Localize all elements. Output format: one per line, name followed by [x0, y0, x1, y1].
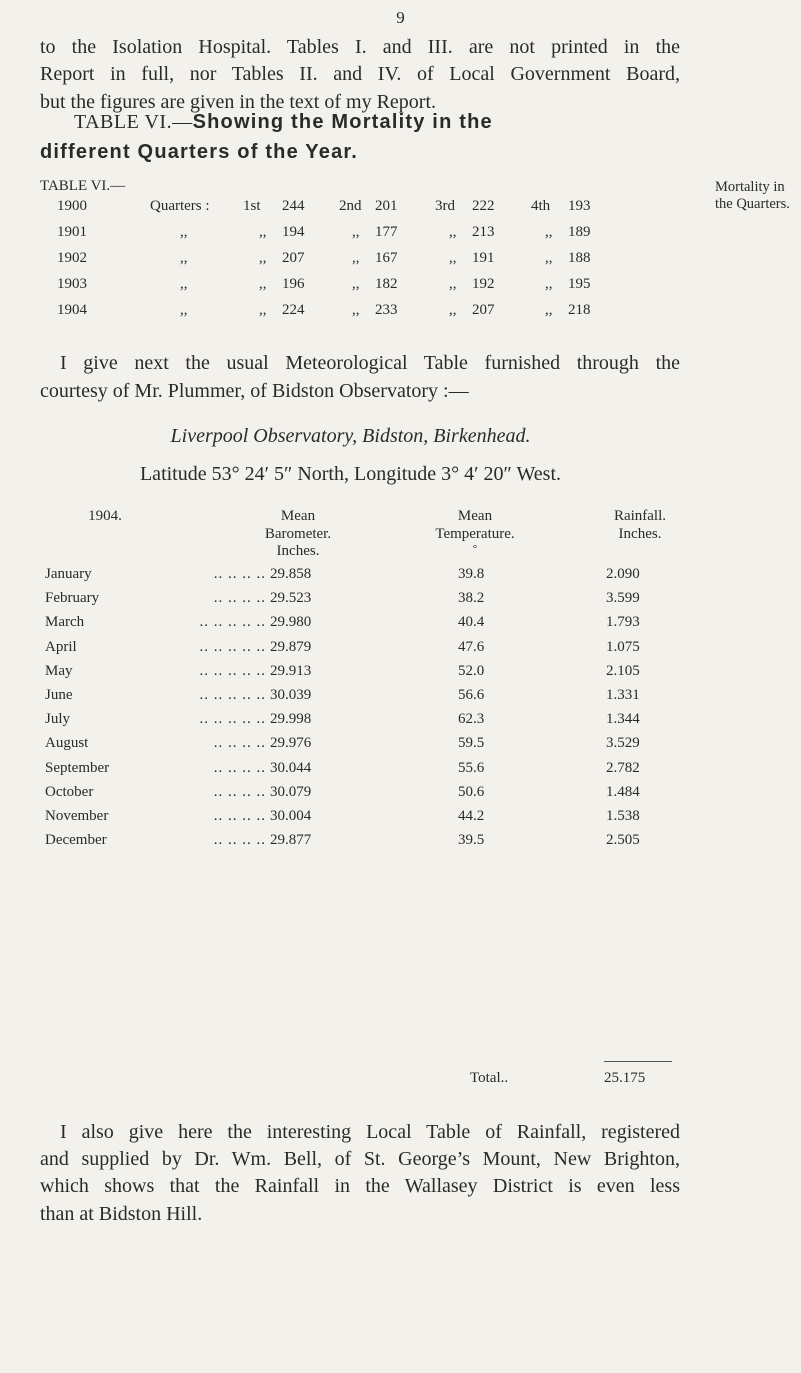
year: 1904 — [57, 302, 87, 318]
temperature: 55.6 — [458, 759, 485, 776]
table-row — [0, 566, 801, 590]
q2: 177 — [375, 224, 398, 240]
rainfall: 1.793 — [606, 614, 640, 631]
rainfall: 3.599 — [606, 590, 640, 607]
q2: 167 — [375, 250, 398, 266]
temperature: 52.0 — [458, 662, 485, 679]
col-temperature-line: ° — [472, 543, 478, 555]
temperature: 62.3 — [458, 711, 485, 728]
rainfall: 1.538 — [606, 808, 640, 824]
total-row — [0, 1070, 801, 1094]
table-row — [0, 198, 801, 220]
table-row — [0, 302, 801, 324]
table6-heading-line2: different Quarters of the Year. — [40, 141, 359, 163]
ditto-mark: ,, — [545, 224, 553, 240]
dots: .. .. .. .. .. — [199, 614, 266, 631]
table-row — [0, 784, 801, 808]
temperature: 50.6 — [458, 783, 485, 800]
dots: .. .. .. .. — [213, 808, 266, 824]
barometer: 30.044 — [270, 759, 312, 776]
q3: 191 — [472, 250, 495, 266]
barometer: 29.980 — [270, 614, 312, 631]
month: June — [45, 687, 73, 703]
ditto-mark: ,, — [352, 302, 360, 318]
table-row — [0, 276, 801, 298]
ditto-mark: ,, — [545, 302, 553, 318]
temperature: 38.2 — [458, 590, 485, 607]
ditto-mark: ,, — [259, 224, 267, 240]
month: December — [45, 832, 107, 849]
dots: .. .. .. .. — [213, 783, 266, 800]
total-value: 25.175 — [604, 1070, 646, 1086]
ditto-mark: ,, — [352, 276, 360, 292]
dots: .. .. .. .. — [213, 735, 266, 752]
temperature: 56.6 — [458, 687, 485, 703]
table-row — [0, 760, 801, 784]
col-temperature — [405, 508, 545, 555]
temperature: 39.8 — [458, 566, 485, 582]
q2: 233 — [375, 302, 398, 318]
table6-heading-line1: Showing the Mortality in the — [192, 111, 493, 133]
q1: 224 — [282, 302, 305, 318]
month: April — [45, 638, 77, 655]
year: 1900 — [57, 198, 87, 214]
ditto-mark: ,, — [180, 276, 188, 292]
dots: .. .. .. .. .. — [199, 711, 266, 728]
q3-prefix: 3rd — [435, 198, 455, 214]
table-row — [0, 250, 801, 272]
month: August — [45, 735, 89, 752]
barometer: 30.039 — [270, 687, 312, 703]
ditto-mark: ,, — [545, 250, 553, 266]
table-row — [0, 832, 801, 856]
barometer: 29.913 — [270, 662, 312, 679]
temperature: 59.5 — [458, 735, 485, 752]
barometer: 29.858 — [270, 566, 312, 582]
q4: 193 — [568, 198, 591, 214]
q4: 188 — [568, 250, 591, 266]
closing-line: than at Bidston Hill. — [40, 1203, 203, 1225]
closing-line: which shows that the Rainfall in the Wallasey District is even less — [40, 1175, 680, 1197]
month: October — [45, 783, 94, 800]
ditto-mark: ,, — [449, 250, 457, 266]
rainfall: 2.090 — [606, 566, 640, 582]
side-note: Mortality in the Quarters. — [715, 179, 790, 212]
temperature: 47.6 — [458, 638, 485, 655]
col-temperature-line: Mean — [457, 508, 493, 524]
temperature: 44.2 — [458, 808, 485, 824]
rainfall: 1.484 — [606, 783, 640, 800]
ditto-mark: ,, — [180, 250, 188, 266]
year-label: 1904. — [88, 508, 122, 524]
dots: .. .. .. .. — [213, 590, 266, 607]
q1: 207 — [282, 250, 305, 266]
col-barometer-line: Mean — [280, 508, 316, 524]
barometer: 30.079 — [270, 783, 312, 800]
ditto-mark: ,, — [449, 224, 457, 240]
col-barometer-line: Inches. — [276, 543, 320, 559]
month: March — [45, 614, 85, 631]
rainfall: 2.105 — [606, 662, 640, 679]
col-rainfall-line: Rainfall. — [613, 508, 667, 524]
coordinates: Latitude 53° 24′ 5″ North, Longitude 3° 4′ 20″ West. — [139, 463, 562, 485]
table-row — [0, 663, 801, 687]
table-row — [0, 711, 801, 735]
q1: 244 — [282, 198, 305, 214]
ditto-mark: ,, — [545, 276, 553, 292]
table-row — [0, 735, 801, 759]
q3: 213 — [472, 224, 495, 240]
q3: 222 — [472, 198, 495, 214]
col-temperature-line: Temperature. — [435, 525, 515, 542]
quarters-word: Quarters : — [150, 198, 210, 214]
table-row — [0, 639, 801, 663]
q1: 196 — [282, 276, 305, 292]
col-barometer-line: Barometer. — [264, 525, 332, 542]
ditto-mark: ,, — [352, 224, 360, 240]
col-rainfall-line: Inches. — [618, 525, 662, 542]
table-row — [0, 614, 801, 638]
table6-heading — [40, 107, 680, 167]
month: May — [45, 662, 73, 679]
table-row — [0, 590, 801, 614]
rainfall: 1.075 — [606, 638, 640, 655]
q4: 195 — [568, 276, 591, 292]
dots: .. .. .. .. — [213, 832, 266, 849]
dots: .. .. .. .. .. — [199, 662, 266, 679]
met-intro-line: I give next the usual Meteorological Table furnished through the — [60, 352, 680, 374]
rainfall: 2.505 — [606, 832, 640, 849]
table6-heading-prefix: TABLE VI.— — [74, 111, 193, 133]
q4: 218 — [568, 302, 591, 318]
temperature: 39.5 — [458, 832, 485, 849]
year: 1901 — [57, 224, 87, 240]
q2: 201 — [375, 198, 398, 214]
table-row — [0, 687, 801, 711]
ditto-mark: ,, — [259, 302, 267, 318]
rainfall: 3.529 — [606, 735, 640, 752]
barometer: 30.004 — [270, 808, 312, 824]
month: February — [45, 590, 100, 607]
rainfall: 1.331 — [606, 687, 640, 703]
closing-line: I also give here the interesting Local Table of Rainfall, registered — [60, 1121, 680, 1143]
barometer: 29.976 — [270, 735, 312, 752]
month: January — [45, 566, 92, 582]
q1-prefix: 1st — [243, 198, 261, 214]
month: July — [45, 711, 71, 728]
dots: .. .. .. .. — [213, 566, 266, 582]
table6-label: TABLE VI.— — [40, 178, 126, 194]
ditto-mark: ,, — [259, 276, 267, 292]
rainfall: 2.782 — [606, 759, 640, 776]
temperature: 40.4 — [458, 614, 485, 631]
closing-line: and supplied by Dr. Wm. Bell, of St. George’s Mount, New Brighton, — [40, 1148, 680, 1170]
dots: .. .. .. .. .. — [199, 638, 266, 655]
month: November — [45, 808, 109, 824]
year: 1902 — [57, 250, 87, 266]
observatory-title: Liverpool Observatory, Bidston, Birkenhead. — [170, 425, 531, 447]
barometer: 29.998 — [270, 711, 312, 728]
q2-prefix: 2nd — [339, 198, 362, 214]
table-row — [0, 224, 801, 246]
q3: 207 — [472, 302, 495, 318]
q3: 192 — [472, 276, 495, 292]
intro-line: but the figures are given in the text of my Report. — [40, 91, 437, 113]
table-row — [0, 808, 801, 832]
dots: .. .. .. .. .. — [199, 687, 266, 703]
q4: 189 — [568, 224, 591, 240]
dots: .. .. .. .. — [213, 759, 266, 776]
col-barometer — [238, 508, 358, 561]
page-number: 9 — [396, 8, 405, 27]
col-rainfall — [585, 508, 695, 543]
year: 1903 — [57, 276, 87, 292]
ditto-mark: ,, — [449, 302, 457, 318]
q4-prefix: 4th — [531, 198, 551, 214]
total-rule — [604, 1061, 672, 1062]
barometer: 29.879 — [270, 638, 312, 655]
intro-line: Report in full, nor Tables II. and IV. of Local Government Board, — [40, 63, 680, 85]
q1: 194 — [282, 224, 305, 240]
met-intro-line: courtesy of Mr. Plummer, of Bidston Observatory :— — [40, 380, 469, 402]
ditto-mark: ,, — [180, 224, 188, 240]
month: September — [45, 759, 110, 776]
ditto-mark: ,, — [259, 250, 267, 266]
ditto-mark: ,, — [352, 250, 360, 266]
q2: 182 — [375, 276, 398, 292]
barometer: 29.877 — [270, 832, 312, 849]
total-label: Total.. — [470, 1070, 509, 1086]
ditto-mark: ,, — [449, 276, 457, 292]
intro-line: to the Isolation Hospital. Tables I. and III. are not printed in the — [40, 36, 680, 58]
rainfall: 1.344 — [606, 711, 640, 728]
ditto-mark: ,, — [180, 302, 188, 318]
barometer: 29.523 — [270, 590, 312, 607]
